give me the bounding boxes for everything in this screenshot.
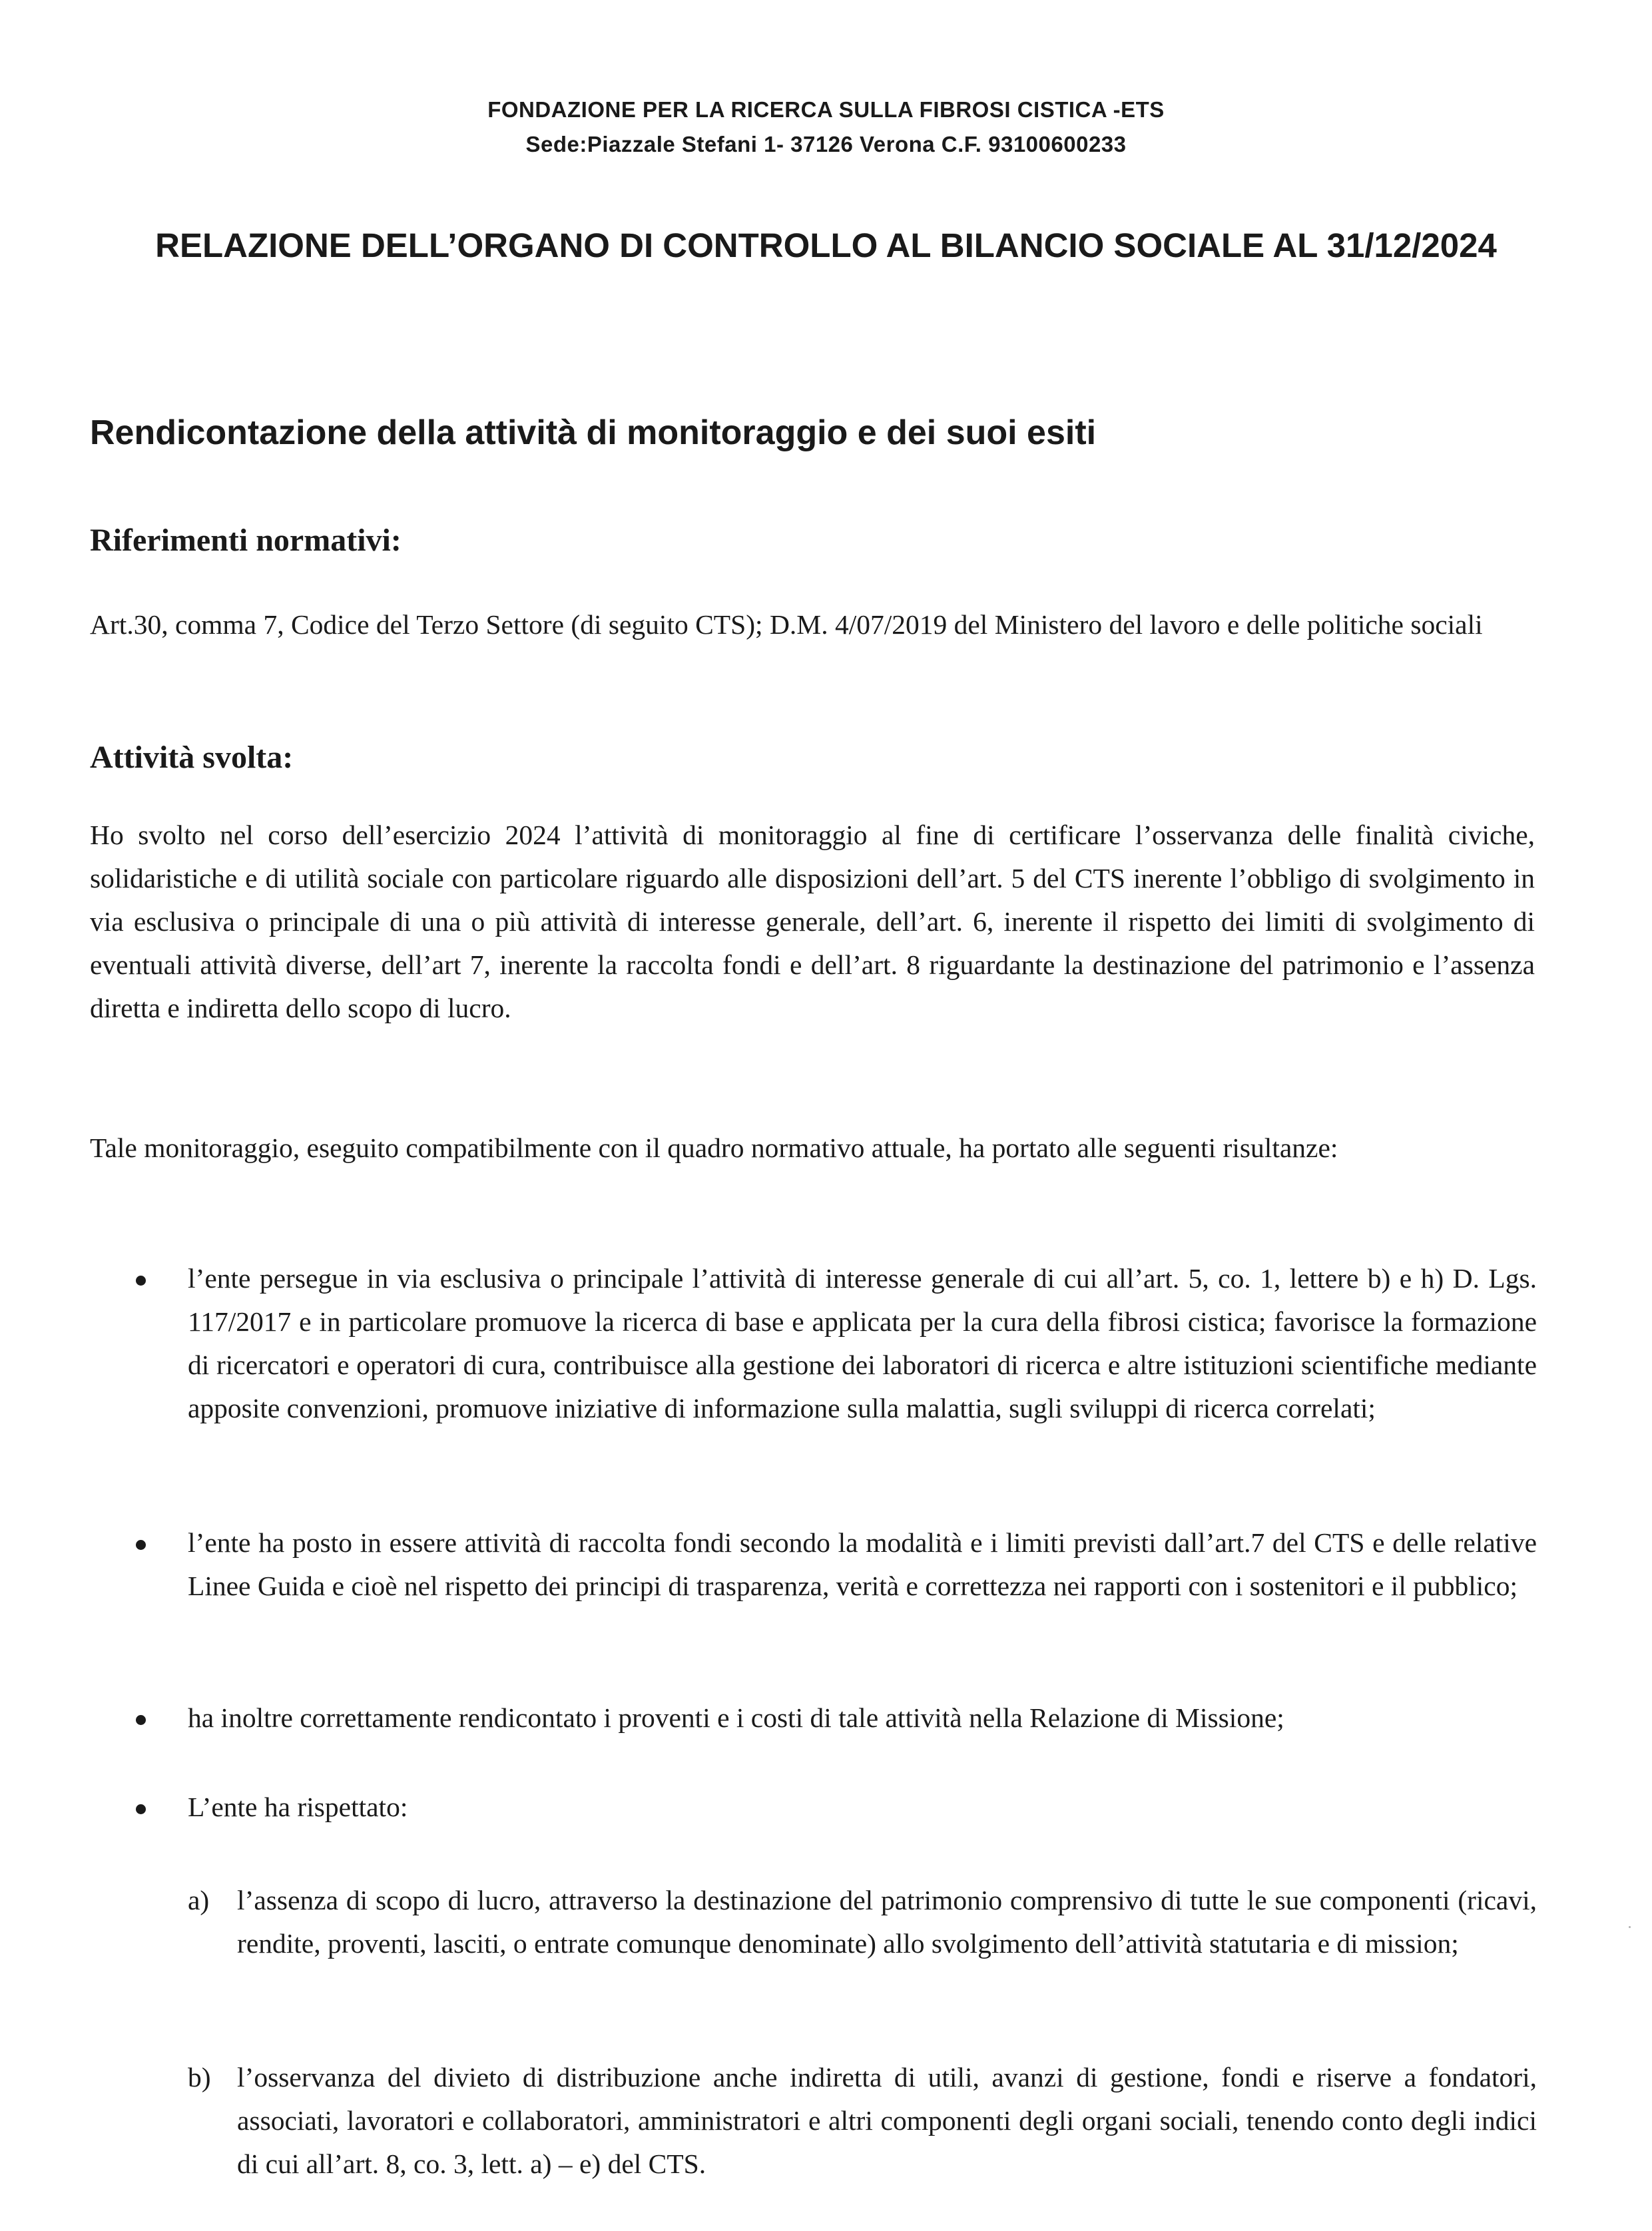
sub-item-text: l’assenza di scopo di lucro, attraverso la destinazione del patrimonio comprensivo di tutte le sue componenti (ricavi, rendite, proventi, lasciti, o entrate comunque denominate) allo svolgimento dell’attività statutaria e di mission;: [237, 1885, 1537, 1959]
bullet-dot-icon: [136, 1715, 146, 1725]
bullet-dot-icon: [136, 1276, 146, 1286]
scan-speck: [1629, 1926, 1631, 1928]
bullet-text: l’ente ha posto in essere attività di raccolta fondi secondo la modalità e i limiti previsti dall’art.7 del CTS e delle relative Linee Guida e cioè nel rispetto dei principi di trasparenza, verità e correttezza nei rapporti con i sostenitori e il pubblico;: [188, 1527, 1537, 1601]
bullet-text: l’ente persegue in via esclusiva o principale l’attività di interesse generale di cui all’art. 5, co. 1, lettere b) e h) D. Lgs. 117/2017 e in particolare promuove la ricerca di base e applicata per la cura della fibrosi cistica; favorisce la formazione di ricercatori e operatori di cura, contribuisce alla gestione dei laboratori di ricerca e altre istituzioni scientifiche mediante apposite convenzioni, promuove iniziative di informazione sulla malattia, sugli sviluppi di ricerca correlati;: [188, 1263, 1537, 1423]
organization-address: Sede:Piazzale Stefani 1- 37126 Verona C.F. 93100600233: [525, 132, 1127, 156]
bullet-dot-icon: [136, 1540, 146, 1550]
sub-item-marker: a): [188, 1885, 210, 1915]
section-heading-riferimenti: Riferimenti normativi:: [90, 523, 402, 558]
section-heading-attivita: Attività svolta:: [90, 740, 294, 775]
paragraph-attivita: Ho svolto nel corso dell’esercizio 2024 l’attività di monitoraggio al fine di certificare l’osservanza delle finalità civiche, solidaristiche e di utilità sociale con particolare riguardo alle disposizioni dell’art. 5 del CTS inerente l’obbligo di svolgimento in via esclusiva o principale di una o più attività di interesse generale, dell’art. 6, inerente il rispetto dei limiti di svolgimento di eventuali attività diverse, dell’art 7, inerente la raccolta fondi e dell’art. 8 riguardante la destinazione del patrimonio e l’assenza diretta e indiretta dello scopo di lucro.: [90, 820, 1535, 1023]
document-subtitle: Rendicontazione della attività di monitoraggio e dei suoi esiti: [90, 413, 1097, 452]
paragraph-riferimenti: Art.30, comma 7, Codice del Terzo Settore (di seguito CTS); D.M. 4/07/2019 del Ministero del lavoro e delle politiche sociali: [90, 609, 1483, 640]
organization-name: FONDAZIONE PER LA RICERCA SULLA FIBROSI CISTICA -ETS: [487, 97, 1165, 122]
paragraph-monitoraggio: Tale monitoraggio, eseguito compatibilmente con il quadro normativo attuale, ha portato alle seguenti risultanze:: [90, 1132, 1338, 1163]
document-title: RELAZIONE DELL’ORGANO DI CONTROLLO AL BILANCIO SOCIALE AL 31/12/2024: [155, 226, 1497, 264]
sub-item-text: l’osservanza del divieto di distribuzione anche indiretta di utili, avanzi di gestione, fondi e riserve a fondatori, associati, lavoratori e collaboratori, amministratori e altri componenti degli organi sociali, tenendo conto degli indici di cui all’art. 8, co. 3, lett. a) – e) del CTS.: [237, 2062, 1537, 2179]
bullet-dot-icon: [136, 1804, 146, 1814]
bullet-text: L’ente ha rispettato:: [188, 1792, 408, 1822]
bullet-text: ha inoltre correttamente rendicontato i proventi e i costi di tale attività nella Relazione di Missione;: [188, 1702, 1284, 1733]
sub-item-marker: b): [188, 2062, 211, 2093]
